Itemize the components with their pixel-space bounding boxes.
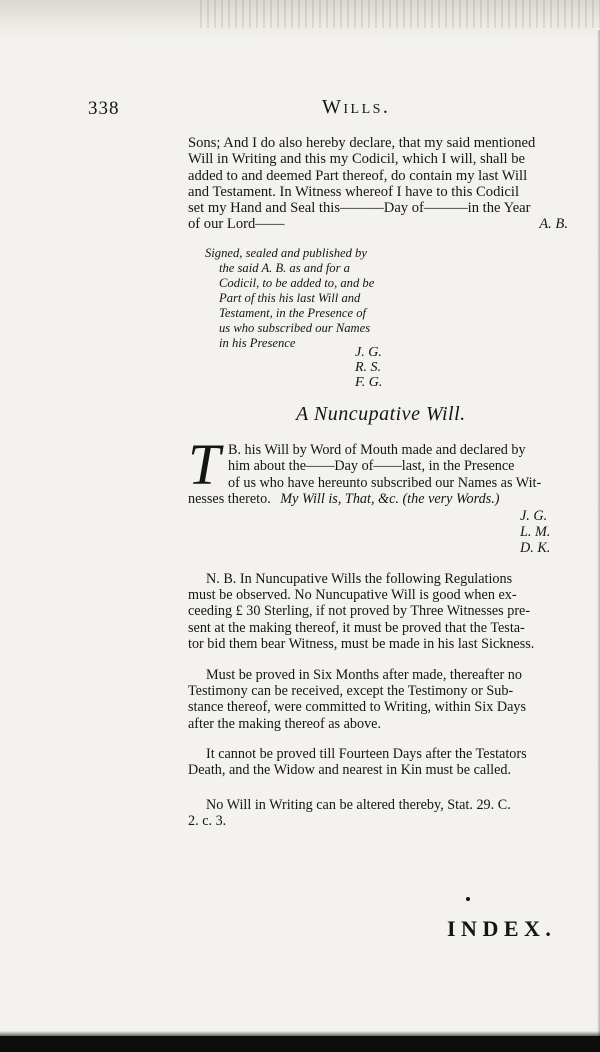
- attestation-line: the said A. B. as and for a: [219, 261, 350, 275]
- note-line: No Will in Writing can be altered thereby, Stat. 29. C.: [206, 797, 511, 813]
- codicil-date-line: of our Lord——: [188, 216, 285, 233]
- attestation-line: us who subscribed our Names: [219, 321, 371, 335]
- witness-initials: L. M.: [520, 524, 551, 541]
- note-line: Testimony can be received, except the Testimony or Sub-: [188, 683, 514, 700]
- attestation-line: in his Presence: [219, 336, 296, 350]
- scan-shadow-bottom: [0, 1036, 600, 1052]
- note-line: stance thereof, were committed to Writing, within Six Days: [188, 699, 527, 716]
- note-line: must be observed. No Nuncupative Will is good when ex-: [188, 587, 517, 604]
- nuncupative-line: him about the——Day of——last, in the Presence: [228, 458, 515, 475]
- page-number: 338: [88, 98, 120, 119]
- note-line: 2. c. 3.: [188, 813, 227, 830]
- codicil-closing-line: [188, 216, 580, 232]
- running-title: Wills.: [322, 96, 391, 118]
- codicil-line: and Testament. In Witness whereof I have to this Codicil: [188, 183, 520, 200]
- statute-paragraph: [188, 797, 580, 829]
- catchword: INDEX.: [447, 916, 557, 941]
- note-line: sent at the making thereof, it must be proved that the Testa-: [188, 619, 525, 636]
- witness-initials: J. G.: [355, 345, 382, 360]
- witness-initials: J. G.: [520, 507, 548, 524]
- note-line: tor bid them bear Witness, must be made in his last Sickness.: [188, 635, 535, 652]
- nuncupative-will-text: [188, 432, 580, 557]
- nuncupative-line: of us who have hereunto subscribed our Names as Wit-: [228, 474, 542, 491]
- note-line: after the making thereof as above.: [188, 715, 382, 732]
- nota-bene-paragraph: [188, 571, 580, 652]
- nuncupative-closing-line: [188, 491, 580, 507]
- nuncupative-line: B. his Will by Word of Mouth made and declared by: [228, 442, 526, 458]
- drop-cap: T: [188, 432, 221, 497]
- witness-initials: D. K.: [520, 540, 551, 557]
- codicil-line: Will in Writing and this my Codicil, which I will, shall be: [188, 151, 526, 168]
- fourteen-days-paragraph: [188, 746, 580, 778]
- witness-initials: R. S.: [355, 360, 382, 375]
- attestation-line: Testament, in the Presence of: [219, 306, 367, 320]
- codicil-line: added to and deemed Part thereof, do contain my last Will: [188, 167, 528, 184]
- codicil-line: set my Hand and Seal this———Day of———in the Year: [188, 200, 531, 217]
- note-line: It cannot be proved till Fourteen Days after the Testators: [206, 746, 527, 762]
- nuncupative-line: nesses thereto.: [188, 491, 271, 508]
- witness-initials: F. G.: [355, 375, 383, 390]
- note-line: Must be proved in Six Months after made, thereafter no: [206, 667, 522, 683]
- note-line: ceeding £ 30 Sterling, if not proved by Three Witnesses pre-: [188, 603, 531, 620]
- note-line: N. B. In Nuncupative Wills the following Regulations: [206, 571, 513, 587]
- note-line: Death, and the Widow and nearest in Kin must be called.: [188, 762, 512, 779]
- testator-signature: A. B.: [539, 216, 568, 233]
- codicil-line: Sons; And I do also hereby declare, that my said mentioned: [188, 135, 536, 151]
- codicil-paragraph: [188, 135, 580, 233]
- proof-paragraph: [188, 667, 580, 732]
- attestation-line: Signed, sealed and published by: [205, 246, 367, 260]
- section-title: A Nuncupative Will.: [296, 403, 466, 425]
- nuncupative-words: My Will is, That, &c. (the very Words.): [280, 491, 500, 508]
- ink-dot: [466, 897, 470, 901]
- attestation-line: Codicil, to be added to, and be: [219, 276, 375, 290]
- attestation-clause: [205, 246, 405, 351]
- attestation-line: Part of this his last Will and: [219, 291, 361, 305]
